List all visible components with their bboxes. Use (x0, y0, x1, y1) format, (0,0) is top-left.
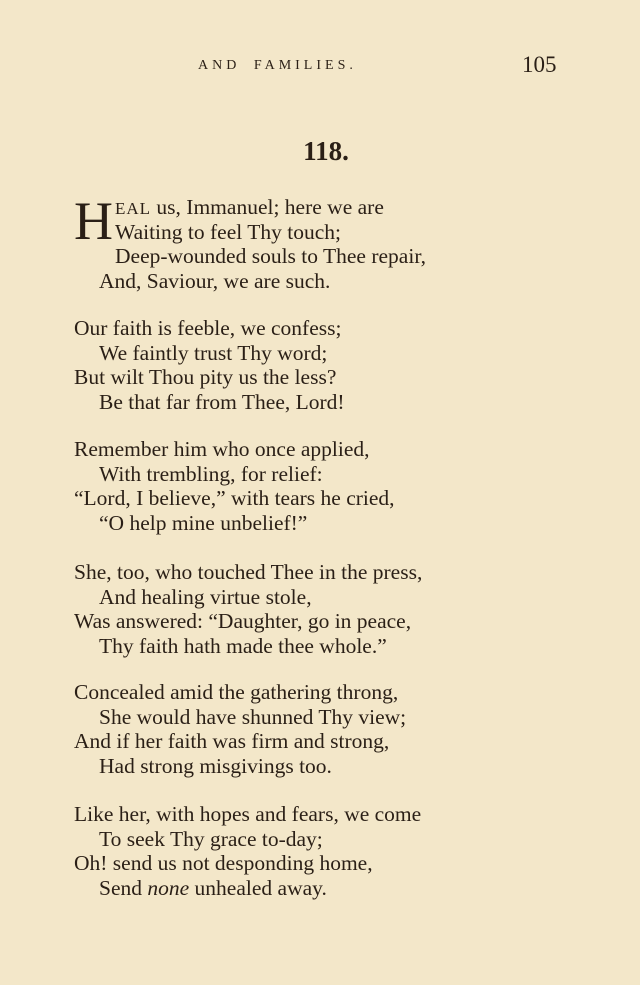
verse-line (74, 195, 385, 220)
verse-line: Waiting to feel Thy touch; (115, 219, 341, 244)
verse-3 (74, 437, 395, 535)
first-word-smallcaps: EAL (115, 199, 152, 218)
verse-line: Be that far from Thee, Lord! (99, 389, 345, 414)
verse-line: Thy faith hath made thee whole.” (99, 633, 387, 658)
verse-line: Had strong misgivings too. (99, 753, 332, 778)
hymn-number: 118. (303, 136, 349, 166)
verse-line: We faintly trust Thy word; (99, 340, 328, 365)
verse-2 (74, 316, 345, 414)
verse-6 (74, 802, 421, 900)
verse-line: Concealed amid the gathering throng, (74, 680, 399, 704)
verse-4 (74, 560, 422, 658)
verse-line: And healing virtue stole, (99, 584, 312, 609)
verse-line: “Lord, I believe,” with tears he cried, (74, 486, 395, 510)
verse-line: But wilt Thou pity us the less? (74, 365, 337, 389)
verse-line: With trembling, for relief: (99, 461, 323, 486)
verse-line: Like her, with hopes and fears, we come (74, 802, 422, 826)
verse-line: And if her faith was firm and strong, (74, 729, 390, 753)
verse-line-text: us, Immanuel; here we are (151, 195, 384, 219)
verse-line: And, Saviour, we are such. (99, 268, 331, 293)
verse-line: “O help mine unbelief!” (99, 510, 308, 535)
emphasis-word: none (147, 875, 190, 900)
verse-5 (74, 680, 406, 778)
verse-line: Was answered: “Daughter, go in peace, (74, 609, 412, 633)
verse-line: She would have shunned Thy view; (99, 704, 407, 729)
verse-line: Deep-wounded souls to Thee repair, (115, 244, 426, 268)
verse-line: Oh! send us not desponding home, (74, 851, 373, 875)
verse-line (74, 876, 421, 901)
page-number: 105 (522, 52, 557, 77)
verse-line: Remember him who once applied, (74, 437, 370, 461)
verse-line: To seek Thy grace to-day; (99, 826, 323, 851)
verse-line: She, too, who touched Thee in the press, (74, 560, 423, 584)
verse-line: Our faith is feeble, we confess; (74, 316, 342, 340)
verse-line-text: Send (99, 875, 148, 900)
verse-1 (74, 191, 426, 293)
verse-line-text: unhealed away. (189, 875, 327, 900)
running-head: AND FAMILIES. (198, 58, 357, 73)
drop-cap: H (74, 191, 113, 251)
